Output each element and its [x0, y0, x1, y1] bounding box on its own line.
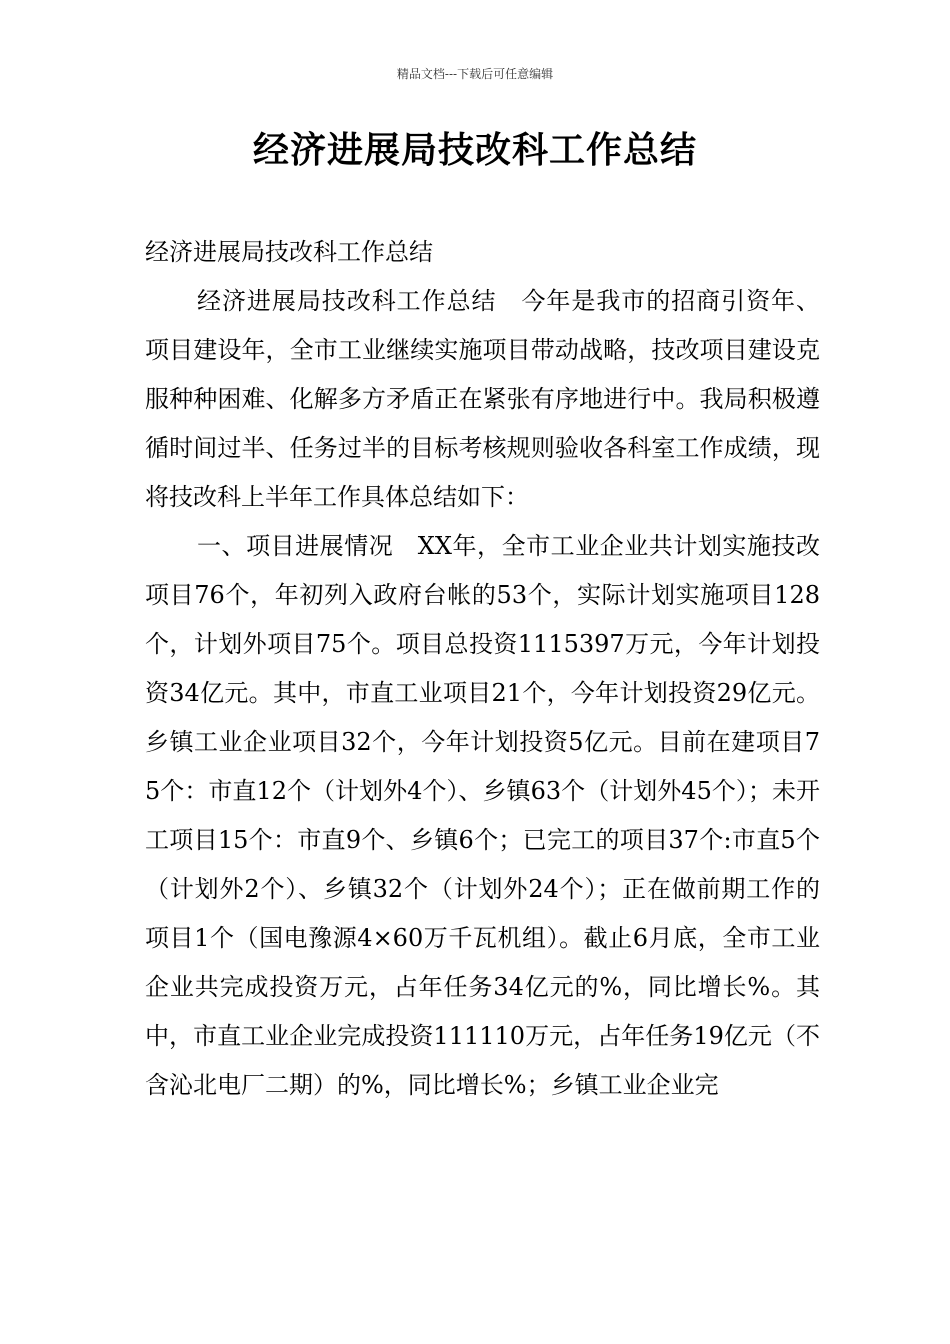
header-note: 精品文档---下载后可任意编辑 — [396, 67, 554, 81]
body-paragraph-intro: 经济进展局技改科工作总结 今年是我市的招商引资年、项目建设年，全市工业继续实施项目带动战略，技改项目建设克服种种困难、化解多方矛盾正在紧张有序地进行中。我局积极遵循时间过半、任务过半的目标考核规则验收各科室工作成绩，现将技改科上半年工作具体总结如下： — [145, 287, 820, 511]
document-body — [145, 228, 820, 1110]
body-paragraph-project-progress: 一、项目进展情况 XX年，全市工业企业共计划实施技改项目76个，年初列入政府台帐的53个，实际计划实施项目128个，计划外项目75个。项目总投资1115397万元，今年计划投资34亿元。其中，市直工业项目21个，今年计划投资29亿元。乡镇工业企业项目32个，今年计划投资5亿元。目前在建项目75个：市直12个（计划外4个）、乡镇63个（计划外45个）；未开工项目15个：市直9个、乡镇6个；已完工的项目37个:市直5个（计划外2个）、乡镇32个（计划外24个）；正在做前期工作的项目1个（国电豫源4×60万千瓦机组）。截止6月底，全市工业企业共完成投资万元，占年任务34亿元的%，同比增长%。其中，市直工业企业完成投资111110万元，占年任务19亿元（不含沁北电厂二期）的%，同比增长%；乡镇工业企业完 — [145, 532, 820, 1099]
body-subtitle: 经济进展局技改科工作总结 — [145, 238, 433, 266]
document-title: 经济进展局技改科工作总结 — [252, 129, 697, 171]
